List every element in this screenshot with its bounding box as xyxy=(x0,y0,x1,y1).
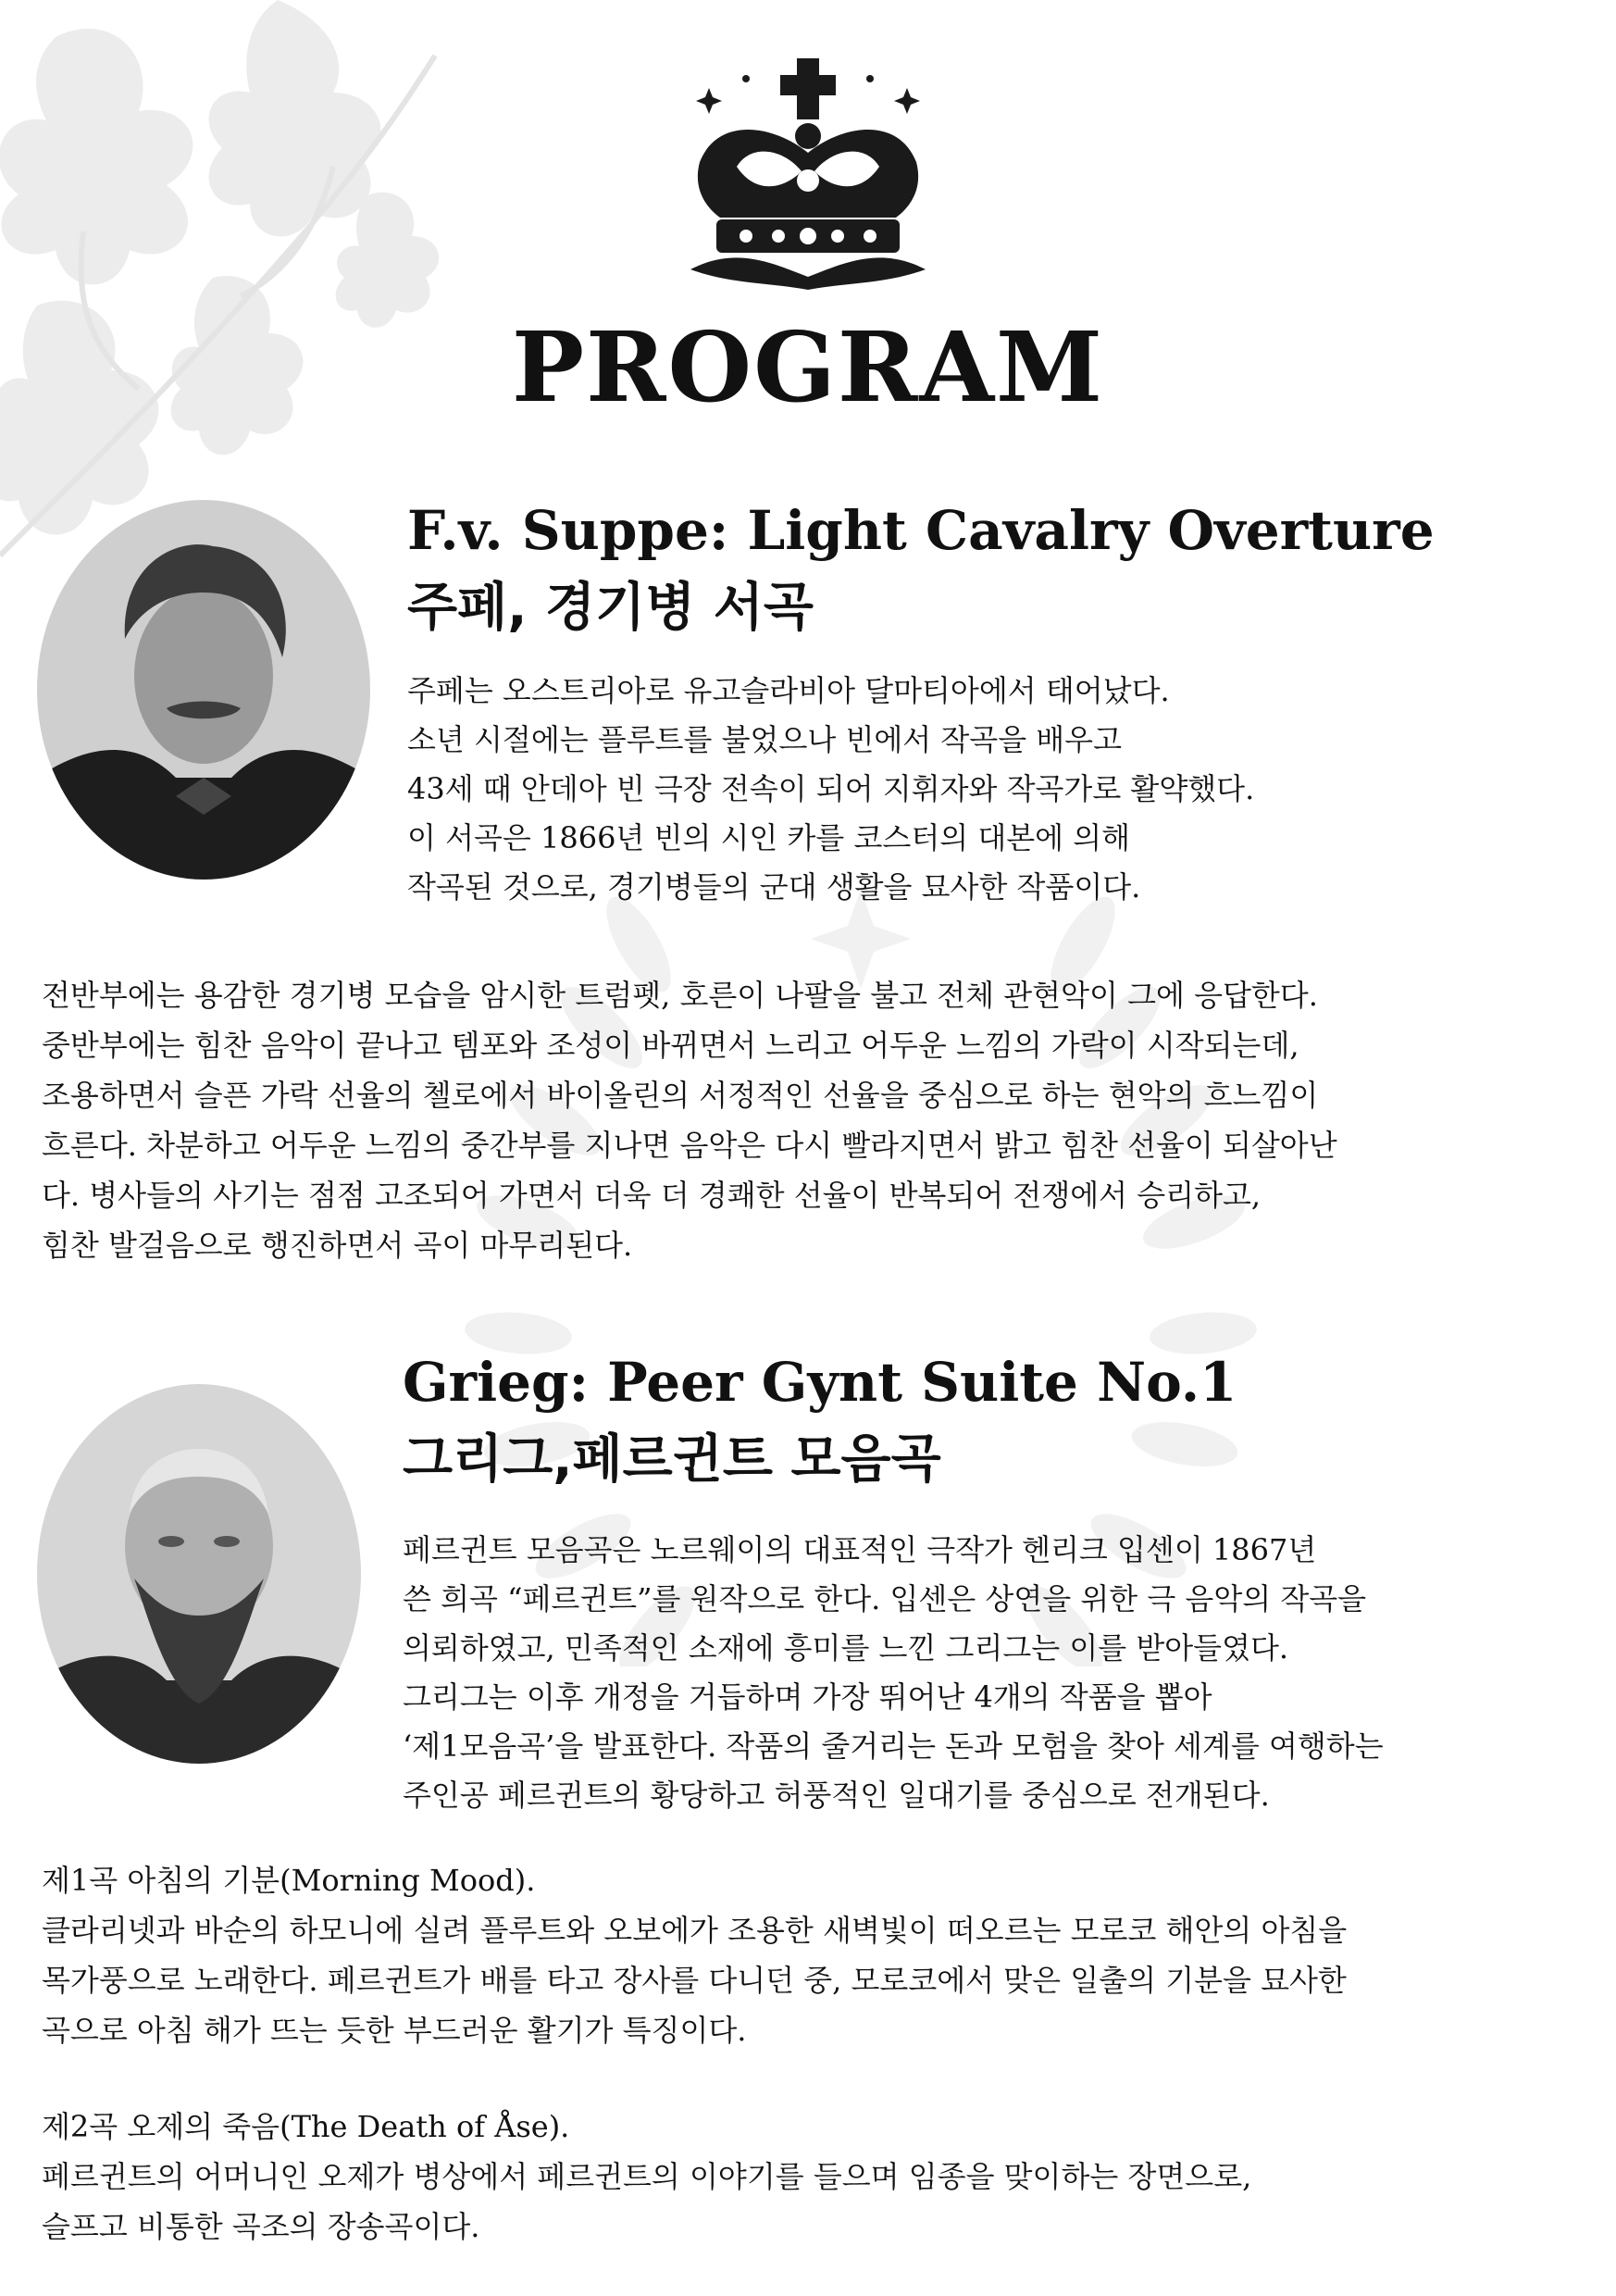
body-line: 조용하면서 슬픈 가락 선율의 첼로에서 바이올린의 서정적인 선율을 중심으로 하는 현악의 흐느낌이 xyxy=(42,1078,1319,1113)
intro-line: 소년 시절에는 플루트를 불었으나 빈에서 작곡을 배우고 xyxy=(407,722,1123,757)
intro-line: 43세 때 안데아 빈 극장 전속이 되어 지휘자와 작곡가로 활약했다. xyxy=(407,771,1255,806)
piece-title-en: F.v. Suppe: Light Cavalry Overture xyxy=(407,499,1435,562)
movement-line: 페르귄트의 어머니인 오제가 병상에서 페르귄트의 이야기를 들으며 임종을 맞이하는 장면으로, xyxy=(42,2159,1252,2194)
intro-line: 주페는 오스트리아로 유고슬라비아 달마티아에서 태어났다. xyxy=(407,673,1170,708)
body-line: 다. 병사들의 사기는 점점 고조되어 가면서 더욱 더 경쾌한 선율이 반복되어 전쟁에서 승리하고, xyxy=(42,1178,1262,1213)
intro-line: 의뢰하였고, 민족적인 소재에 흥미를 느낀 그리그는 이를 받아들였다. xyxy=(403,1630,1289,1666)
composer-intro xyxy=(407,667,1254,912)
body-line: 중반부에는 힘찬 음악이 끝나고 템포와 조성이 바뀌면서 느리고 어두운 느낌의 가락이 시작되는데, xyxy=(42,1028,1299,1063)
intro-line: 그리그는 이후 개정을 거듭하며 가장 뛰어난 4개의 작품을 뽑아 xyxy=(403,1679,1212,1715)
intro-line: 이 서곡은 1866년 빈의 시인 카를 코스터의 대본에 의해 xyxy=(407,820,1131,855)
movement-1 xyxy=(42,1855,1347,2055)
movement-line: 클라리넷과 바순의 하모니에 실려 플루트와 오보에가 조용한 새벽빛이 떠오르는 모로코 해안의 아침을 xyxy=(42,1913,1348,1948)
piece-title-ko: 주페, 경기병 서곡 xyxy=(407,578,814,638)
body-line: 힘찬 발걸음으로 행진하면서 곡이 마무리된다. xyxy=(42,1228,633,1263)
movement-line: 곡으로 아침 해가 뜨는 듯한 부드러운 활기가 특징이다. xyxy=(42,2013,747,2048)
intro-line: 작곡된 것으로, 경기병들의 군대 생활을 묘사한 작품이다. xyxy=(407,869,1141,905)
piece-title-en: Grieg: Peer Gynt Suite No.1 xyxy=(403,1351,1237,1414)
piece-description xyxy=(42,970,1337,1270)
composer-portrait-grieg xyxy=(37,1384,361,1764)
composer-intro xyxy=(403,1526,1384,1820)
body-line: 흐른다. 차분하고 어두운 느낌의 중간부를 지나면 음악은 다시 빨라지면서 밝고 힘찬 선율이 되살아난 xyxy=(42,1128,1337,1163)
movement-line: 슬프고 비통한 곡조의 장송곡이다. xyxy=(42,2209,480,2244)
intro-line: 주인공 페르귄트의 황당하고 허풍적인 일대기를 중심으로 전개된다. xyxy=(403,1778,1270,1813)
movement-line: 목가풍으로 노래한다. 페르귄트가 배를 타고 장사를 다니던 중, 모로코에서 맞은 일출의 기분을 묘사한 xyxy=(42,1963,1347,1998)
piece-title-ko: 그리그,페르귄트 모음곡 xyxy=(403,1429,941,1490)
intro-line: ‘제1모음곡’을 발표한다. 작품의 줄거리는 돈과 모험을 찾아 세계를 여행하는 xyxy=(403,1728,1384,1764)
movement-heading: 제2곡 오제의 죽음(The Death of Åse). xyxy=(42,2109,570,2144)
intro-line: 페르귄트 모음곡은 노르웨이의 대표적인 극작가 헨리크 입센이 1867년 xyxy=(403,1532,1317,1567)
intro-line: 쓴 희곡 “페르귄트”를 원작으로 한다. 입센은 상연을 위한 극 음악의 작곡을 xyxy=(403,1581,1367,1616)
composer-portrait-suppe xyxy=(37,500,370,880)
movement-heading: 제1곡 아침의 기분(Morning Mood). xyxy=(42,1863,536,1898)
body-line: 전반부에는 용감한 경기병 모습을 암시한 트럼펫, 호른이 나팔을 불고 전체 관현악이 그에 응답한다. xyxy=(42,978,1318,1013)
crown-emblem-icon xyxy=(681,51,935,293)
movement-2 xyxy=(42,2102,1251,2252)
page-title: PROGRAM xyxy=(511,310,1105,424)
